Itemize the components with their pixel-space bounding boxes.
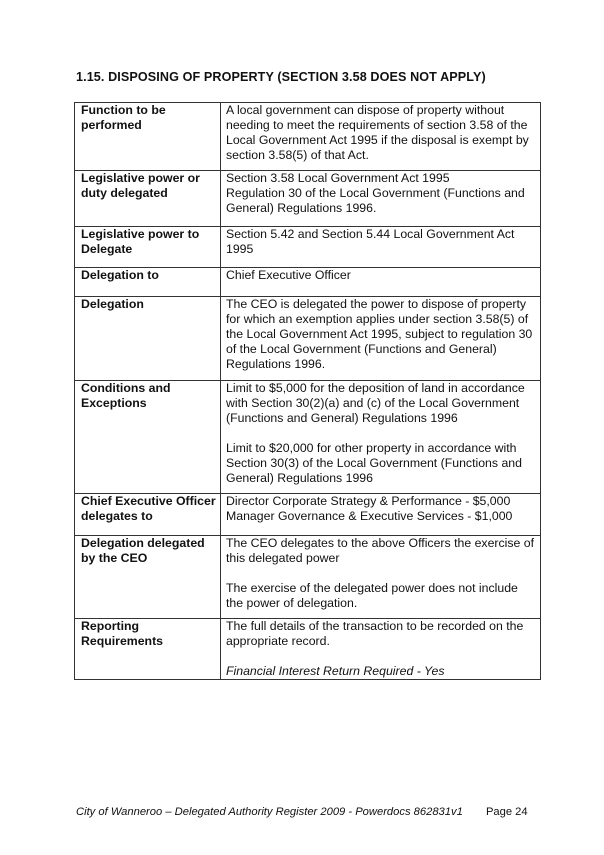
content-paragraph: Limit to $5,000 for the deposition of land in accordance with Section 30(2)(a) and (c) of the Local Government (Functions and General) Regulations 1996	[226, 381, 525, 425]
page-title: 1.15. DISPOSING OF PROPERTY (SECTION 3.58 DOES NOT APPLY)	[76, 70, 486, 84]
page-number: Page 24	[485, 806, 528, 818]
table-row	[75, 381, 541, 494]
content-paragraph: The CEO delegates to the above Officers the exercise of this delegated power	[226, 536, 535, 565]
table-row	[75, 103, 541, 171]
row-label-function: Function to be performed	[75, 103, 221, 171]
content-paragraph: Chief Executive Officer	[226, 268, 351, 282]
content-line: Director Corporate Strategy & Performance - $5,000	[226, 494, 511, 508]
footer-text: City of Wanneroo – Delegated Authority Register 2009 - Powerdocs 862831v1	[76, 806, 463, 818]
row-label-delegated-by-ceo: Delegation delegated by the CEO	[75, 536, 221, 619]
row-content-delegation-to	[221, 268, 541, 297]
row-label-ceo-delegates: Chief Executive Officer delegates to	[75, 494, 221, 536]
content-line: Manager Governance & Executive Services - $1,000	[226, 509, 513, 523]
table-row	[75, 171, 541, 227]
content-paragraph: The exercise of the delegated power does not include the power of delegation.	[226, 581, 518, 610]
row-label-delegation-to: Delegation to	[75, 268, 221, 297]
content-paragraph: A local government can dispose of property without needing to meet the requirements of section 3.58 of the Local Government Act 1995 if the disposal is exempt by section 3.58(5) of that Act.	[226, 103, 529, 162]
row-label-delegation: Delegation	[75, 297, 221, 381]
content-line: Section 3.58 Local Government Act 1995	[226, 171, 450, 185]
row-content-reporting	[221, 619, 541, 680]
row-content-legislative-power	[221, 171, 541, 227]
row-content-delegation	[221, 297, 541, 381]
row-content-power-to-delegate	[221, 227, 541, 268]
row-content-function	[221, 103, 541, 171]
table-row	[75, 297, 541, 381]
content-paragraph: The CEO is delegated the power to dispose of property for which an exemption applies under section 3.58(5) of the Local Government Act 1995, subject to regulation 30 of the Local Government (Functions and General) Regulations 1996.	[226, 297, 533, 371]
financial-interest-note: Financial Interest Return Required - Yes	[226, 664, 445, 678]
content-paragraph: Section 5.42 and Section 5.44 Local Government Act 1995	[226, 227, 515, 256]
content-paragraph: Limit to $20,000 for other property in accordance with Section 30(3) of the Local Government (Functions and General) Regulations 1996	[226, 441, 522, 485]
row-content-ceo-delegates	[221, 494, 541, 536]
table-row	[75, 268, 541, 297]
table-row	[75, 227, 541, 268]
row-label-power-to-delegate: Legislative power to Delegate	[75, 227, 221, 268]
content-line: Regulation 30 of the Local Government (Functions and General) Regulations 1996.	[226, 186, 525, 215]
delegation-table	[74, 102, 541, 680]
table-row	[75, 619, 541, 680]
content-paragraph: The full details of the transaction to be recorded on the appropriate record.	[226, 619, 524, 648]
row-label-legislative-power: Legislative power or duty delegated	[75, 171, 221, 227]
row-content-delegated-by-ceo	[221, 536, 541, 619]
row-label-reporting: Reporting Requirements	[75, 619, 221, 680]
row-content-conditions	[221, 381, 541, 494]
page-footer	[76, 806, 528, 818]
table-row	[75, 494, 541, 536]
table-row	[75, 536, 541, 619]
row-label-conditions: Conditions and Exceptions	[75, 381, 221, 494]
